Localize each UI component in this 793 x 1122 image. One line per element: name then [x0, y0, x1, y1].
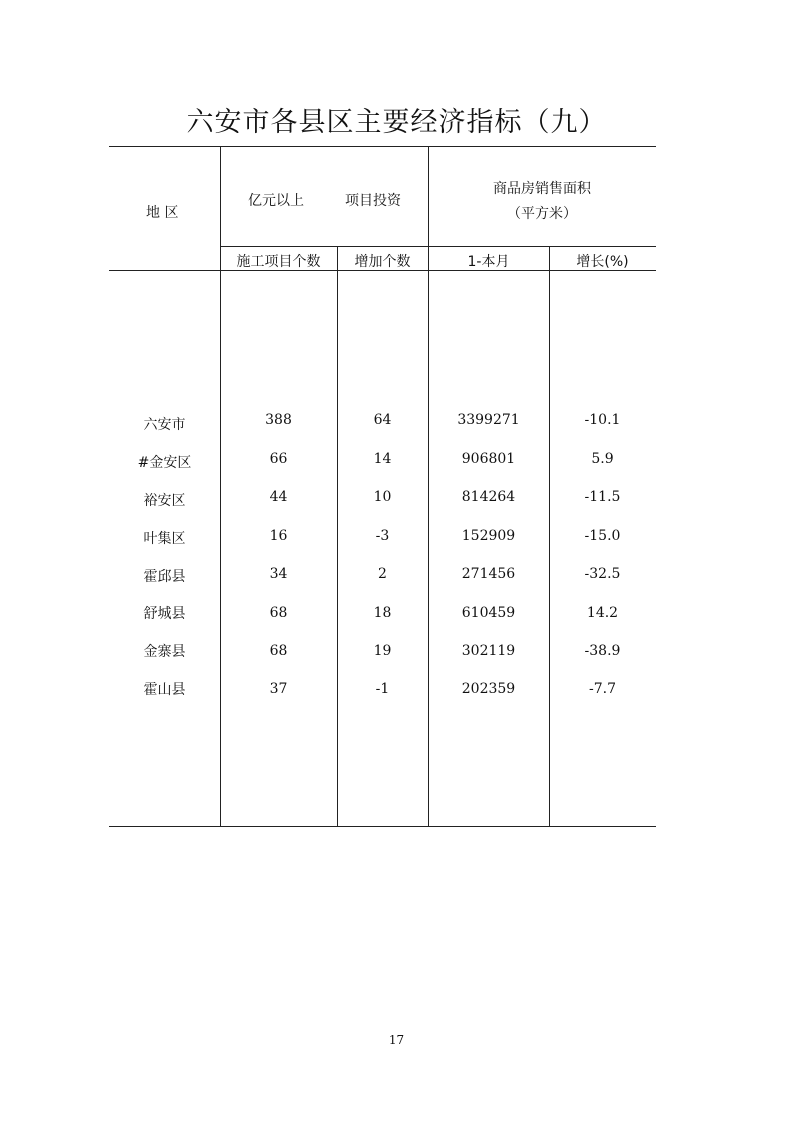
row-ytd: 302119: [461, 643, 516, 659]
row-growth: -32.5: [584, 566, 621, 582]
page-number: 17: [388, 1033, 405, 1047]
row-increase: 64: [373, 412, 392, 428]
row-increase: 14: [373, 451, 392, 467]
row-region: 裕安区: [143, 493, 186, 509]
row-increase: 19: [373, 643, 392, 659]
col-divider-3: [428, 146, 429, 826]
row-projects: 16: [269, 528, 288, 544]
row-region: 霍山县: [143, 682, 186, 698]
row-ytd: 814264: [461, 489, 516, 505]
header-invest-group-b: 项目投资: [345, 193, 401, 209]
row-region: 叶集区: [143, 531, 186, 547]
row-ytd: 3399271: [457, 412, 520, 428]
header-col-growth: 增长(%): [576, 254, 629, 270]
header-mid-rule: [220, 246, 656, 247]
header-region: 地 区: [146, 205, 179, 221]
header-col-ytd: 1-本月: [467, 254, 510, 270]
row-projects: 388: [265, 412, 292, 428]
row-growth: -11.5: [584, 489, 621, 505]
row-increase: 10: [373, 489, 392, 505]
row-ytd: 152909: [461, 528, 516, 544]
row-projects: 66: [269, 451, 288, 467]
header-invest-group-a: 亿元以上: [248, 193, 304, 209]
header-sales-group: 商品房销售面积: [493, 181, 591, 197]
row-projects: 34: [269, 566, 288, 582]
row-projects: 37: [269, 681, 288, 697]
row-projects: 44: [269, 489, 288, 505]
page-title: 六安市各县区主要经济指标（九）: [186, 107, 607, 138]
col-divider-1: [220, 146, 221, 826]
row-region: 舒城县: [143, 606, 186, 622]
row-growth: -7.7: [589, 681, 616, 697]
header-col-projects: 施工项目个数: [236, 254, 321, 270]
row-ytd: 906801: [461, 451, 516, 467]
row-increase: 2: [378, 566, 387, 582]
row-increase: 18: [373, 605, 392, 621]
row-growth: -15.0: [584, 528, 621, 544]
row-growth: 5.9: [591, 451, 614, 467]
header-col-increase: 增加个数: [354, 254, 411, 270]
row-growth: -38.9: [584, 643, 621, 659]
row-increase: -1: [375, 681, 390, 697]
row-region: 霍邱县: [143, 569, 186, 585]
row-growth: -10.1: [584, 412, 621, 428]
row-region: #金安区: [137, 455, 192, 471]
table-top-rule: [109, 146, 656, 147]
header-sales-unit: （平方米）: [507, 206, 577, 222]
row-growth: 14.2: [586, 605, 619, 621]
table-bottom-rule: [109, 826, 656, 827]
row-ytd: 202359: [461, 681, 516, 697]
row-region: 六安市: [143, 417, 186, 433]
row-projects: 68: [269, 643, 288, 659]
row-increase: -3: [375, 528, 390, 544]
row-ytd: 271456: [461, 566, 516, 582]
row-region: 金寨县: [143, 644, 186, 660]
row-projects: 68: [269, 605, 288, 621]
row-ytd: 610459: [461, 605, 516, 621]
